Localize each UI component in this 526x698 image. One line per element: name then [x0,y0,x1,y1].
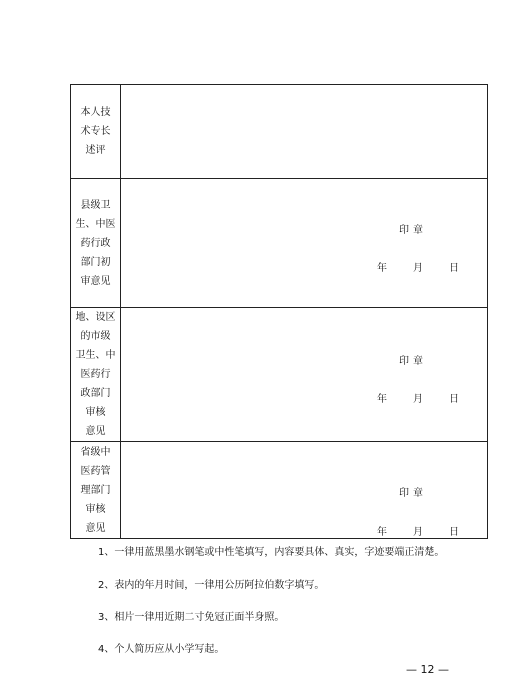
month-label: 月 [413,263,423,274]
label-county-review: 县级卫 生、中医 药行政 部门初 审意见 [71,179,121,308]
seal-label: 印章 [399,225,427,236]
month-label: 月 [413,394,423,405]
seal-label: 印章 [399,488,427,499]
note-4: 4、个人简历应从小学写起。 [98,644,225,655]
seal-label: 印章 [399,356,427,367]
month-label: 月 [413,527,423,538]
province-review-field[interactable] [121,442,488,539]
review-form-table [70,84,488,539]
note-3: 3、相片一律用近期二寸免冠正面半身照。 [98,612,285,623]
note-2: 2、表内的年月时间，一律用公历阿拉伯数字填写。 [98,580,325,591]
row-county-review [71,179,488,308]
tech-statement-field[interactable] [121,85,488,179]
row-tech-statement [71,85,488,179]
day-label: 日 [449,527,459,538]
year-label: 年 [377,527,387,538]
page-number: — 12 — [406,663,449,676]
label-tech-statement: 本人技 术专长 述评 [71,85,121,179]
city-review-field[interactable] [121,308,488,442]
year-label: 年 [377,263,387,274]
county-review-field[interactable] [121,179,488,308]
row-city-review [71,308,488,442]
label-city-review: 地、设区 的市级 卫生、中 医药行 政部门 审核 意见 [71,308,121,442]
day-label: 日 [449,263,459,274]
note-1: 1、一律用蓝黑墨水钢笔或中性笔填写，内容要具体、真实，字迹要端正清楚。 [98,547,445,558]
day-label: 日 [449,394,459,405]
row-province-review [71,442,488,539]
label-province-review: 省级中 医药管 理部门 审核 意见 [71,442,121,539]
year-label: 年 [377,394,387,405]
